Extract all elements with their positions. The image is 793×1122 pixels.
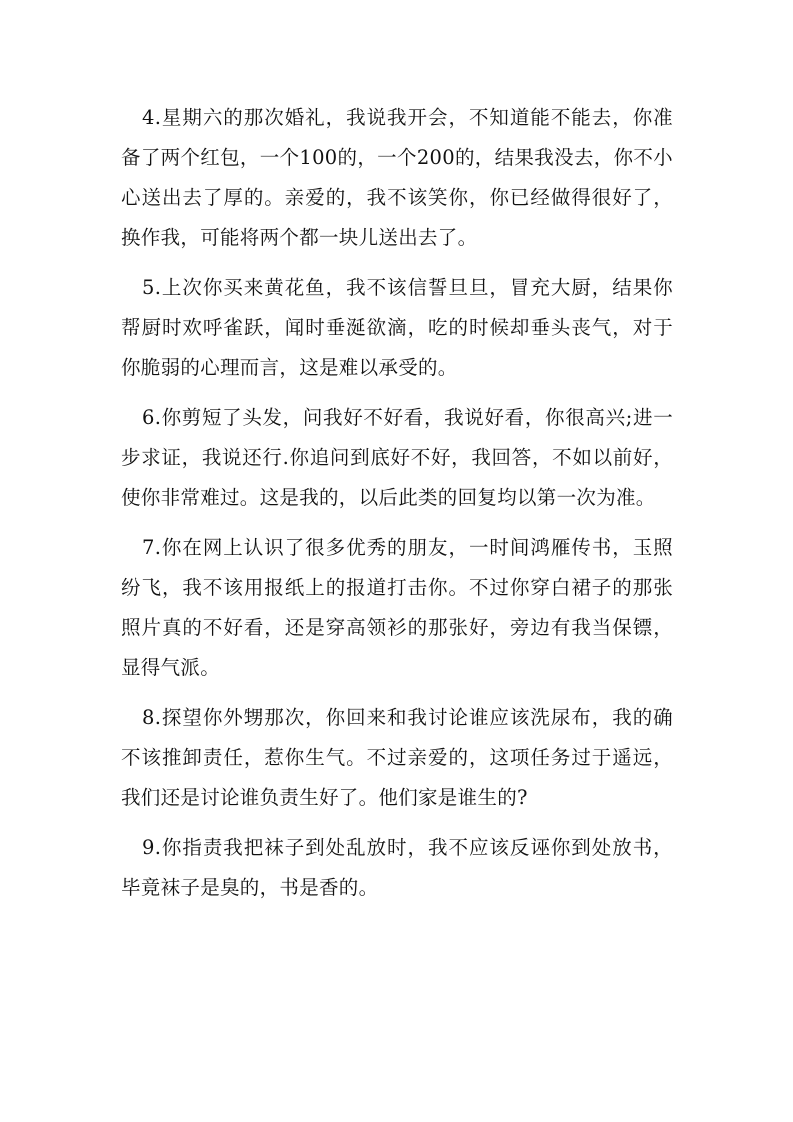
paragraph-item-6: 6.你剪短了头发，问我好不好看，我说好看，你很高兴;进一步求证，我说还行.你追问到底好不好，我回答，不如以前好，使你非常难过。这是我的，以后此类的回复均以第一次为准。 bbox=[121, 406, 673, 509]
paragraph-item-8: 8.探望你外甥那次，你回来和我讨论谁应该洗尿布，我的确不该推卸责任，惹你生气。不过亲爱的，这项任务过于遥远，我们还是讨论谁负责生好了。他们家是谁生的? bbox=[121, 706, 673, 809]
paragraph-item-5: 5.上次你买来黄花鱼，我不该信誓旦旦，冒充大厨，结果你帮厨时欢呼雀跃，闻时垂涎欲滴，吃的时候却垂头丧气，对于你脆弱的心理而言，这是难以承受的。 bbox=[121, 276, 673, 379]
paragraph-item-7: 7.你在网上认识了很多优秀的朋友，一时间鸿雁传书，玉照纷飞，我不该用报纸上的报道打击你。不过你穿白裙子的那张照片真的不好看，还是穿高领衫的那张好，旁边有我当保镖，显得气派。 bbox=[121, 536, 673, 679]
document-body bbox=[121, 98, 673, 918]
paragraph-item-4: 4.星期六的那次婚礼，我说我开会，不知道能不能去，你准备了两个红包，一个100的，一个200的，结果我没去，你不小心送出去了厚的。亲爱的，我不该笑你，你已经做得很好了，换作我，可能将两个都一块儿送出去了。 bbox=[121, 106, 673, 249]
paragraph-item-9: 9.你指责我把袜子到处乱放时，我不应该反诬你到处放书，毕竟袜子是臭的，书是香的。 bbox=[121, 836, 673, 899]
